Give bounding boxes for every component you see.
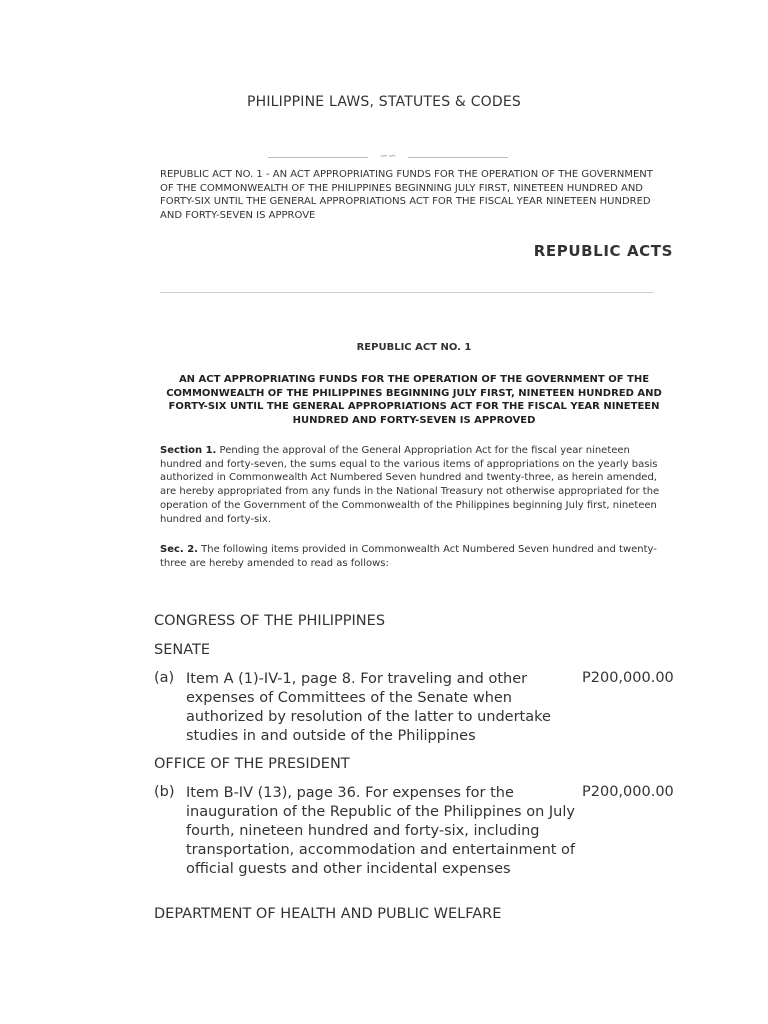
ornament-line-right	[408, 157, 508, 158]
section-divider	[160, 292, 654, 293]
act-number: REPUBLIC ACT NO. 1	[356, 342, 472, 353]
section-2-text: The following items provided in Commonwealth Act Numbered Seven hundred and twenty-three are hereby amended to read as follows:	[160, 544, 657, 569]
heading-health-welfare: DEPARTMENT OF HEALTH AND PUBLIC WELFARE	[154, 906, 502, 922]
item-a-description: Item A (1)-IV-1, page 8. For traveling and other expenses of Committees of the Senate when authorized by resolution of the latter to undertake studies in and outside of the Philippines	[186, 671, 551, 744]
flourish-icon: ∽∽	[379, 151, 397, 162]
site-title[interactable]: PHILIPPINE LAWS, STATUTES & CODES	[246, 94, 522, 110]
act-title: AN ACT APPROPRIATING FUNDS FOR THE OPERATION OF THE GOVERNMENT OF THE COMMONWEALTH OF THE PHILIPPINES BEGINNING JULY FIRST, NINETEEN HUNDRED AND FORTY-SIX UNTIL THE GENERAL APPROPRIATIONS ACT FOR THE FISCAL YEAR NINETEEN HUNDRED AND FORTY-SEVEN IS APPROVED	[166, 374, 662, 426]
heading-congress: CONGRESS OF THE PHILIPPINES	[154, 613, 386, 629]
section-1-paragraph	[160, 444, 670, 526]
post-title[interactable]: REPUBLIC ACT NO. 1 - AN ACT APPROPRIATING FUNDS FOR THE OPERATION OF THE GOVERNMENT OF THE COMMONWEALTH OF THE PHILIPPINES BEGINNING JULY FIRST, NINETEEN HUNDRED AND FORTY-SIX UNTIL THE GENERAL APPROPRIATIONS ACT FOR THE FISCAL YEAR NINETEEN HUNDRED AND FORTY-SEVEN IS APPROVE	[160, 169, 653, 221]
section-1-label: Section 1.	[160, 445, 217, 456]
ornament-line-left	[268, 157, 368, 158]
item-a-amount: P200,000.00	[582, 670, 674, 686]
item-b-label: (b)	[154, 784, 175, 800]
section-1-text: Pending the approval of the General Appropriation Act for the fiscal year nineteen hundred and forty-seven, the sums equal to the various items of appropriations on the yearly basis authorized in Commonwealth Act Numbered Seven hundred and twenty-three, as herein amended, are hereby appropriated from any funds in the National Treasury not otherwise appropriated for the operation of the Government of the Commonwealth of the Philippines beginning July first, nineteen hundred and forty-six.	[160, 445, 660, 525]
section-2-label: Sec. 2.	[160, 544, 198, 555]
section-2-paragraph	[160, 543, 670, 570]
ornament-divider	[268, 150, 508, 164]
item-a-label: (a)	[154, 670, 175, 686]
item-b-description: Item B-IV (13), page 36. For expenses for the inauguration of the Republic of the Philippines on July fourth, nineteen hundred and forty-six, including transportation, accommodation and entertainment of official guests and other incidental expenses	[186, 785, 576, 877]
heading-office-of-president: OFFICE OF THE PRESIDENT	[154, 756, 350, 772]
heading-senate: SENATE	[154, 642, 211, 658]
item-b-amount: P200,000.00	[582, 784, 674, 800]
category-heading[interactable]: REPUBLIC ACTS	[533, 242, 673, 260]
